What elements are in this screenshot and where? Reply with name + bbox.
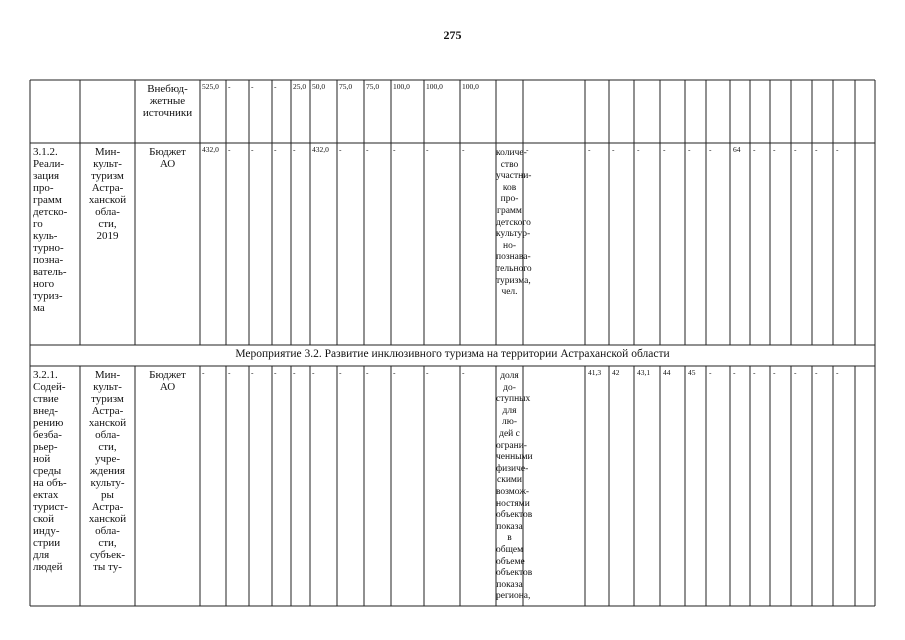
indicator-cell: количе- ство участни- ков про- грамм детского культур- но- познава- тельного туризма, чел. <box>496 148 532 298</box>
finance-value-cell: - <box>366 145 369 154</box>
finance-value-cell: 25,0 <box>293 82 307 91</box>
finance-value-cell: 100,0 <box>462 82 479 91</box>
responsible-cell: Мин- культ- туризм Астра- ханской обла- сти, учре- ждения культу- ры Астра- ханской обла- сти, субъек- ты ту- <box>88 369 127 573</box>
indicator-value-cell <box>609 81 634 95</box>
finance-value-cell: - <box>251 368 254 377</box>
indicator-value-cell <box>833 81 855 95</box>
finance-value-cell: - <box>393 368 396 377</box>
indicator-value-cell <box>875 81 878 95</box>
indicator-value-cell: - <box>663 145 666 154</box>
indicator-value-cell: - <box>709 368 712 377</box>
section-title: Мероприятие 3.2. Развитие инклюзивного туризма на территории Астраханской области <box>235 348 670 360</box>
finance-value-cell: 100,0 <box>393 82 410 91</box>
indicator-value-cell: 41,3 <box>588 368 602 377</box>
indicator-value-cell <box>706 81 730 95</box>
indicator-value-cell: - <box>637 145 640 154</box>
activity-name-cell <box>30 83 80 142</box>
indicator-cell <box>496 85 523 144</box>
finance-value-cell: - <box>312 368 315 377</box>
indicator-value-cell <box>855 367 875 381</box>
indicator-value-cell <box>730 81 750 95</box>
indicator-value-cell <box>523 81 585 95</box>
indicator-value-cell: - <box>733 368 736 377</box>
indicator-value-cell: - <box>588 145 591 154</box>
finance-value-cell: - <box>426 145 429 154</box>
finance-value-cell: - <box>228 145 231 154</box>
finance-value-cell: - <box>339 368 342 377</box>
indicator-value-cell: 42 <box>612 368 620 377</box>
indicator-value-cell: 44 <box>663 368 671 377</box>
indicator-value-cell: 64 <box>733 145 741 154</box>
finance-value-cell: - <box>251 82 254 91</box>
indicator-value-cell: 43,1 <box>637 368 651 377</box>
indicator-value-cell <box>855 144 875 158</box>
finance-value-cell: 432,0 <box>312 145 329 154</box>
activity-name-cell: 3.2.1. Содей- ствие внед- рению безба- рьер- ной среды на объ- ектах турист- ской инду- стрии для людей <box>33 369 68 573</box>
indicator-value-cell: 45 <box>688 368 696 377</box>
finance-value-cell: - <box>426 368 429 377</box>
indicator-value-cell: - <box>688 145 691 154</box>
finance-value-cell: - <box>293 368 296 377</box>
page-number: 275 <box>443 28 462 42</box>
indicator-value-cell: - <box>815 368 818 377</box>
indicator-value-cell <box>523 367 585 381</box>
indicator-value-cell <box>750 81 770 95</box>
finance-value-cell: - <box>228 368 231 377</box>
finance-value-cell: 432,0 <box>202 145 219 154</box>
finance-value-cell: - <box>228 82 231 91</box>
indicator-value-cell <box>660 81 685 95</box>
finance-value-cell: - <box>274 145 277 154</box>
finance-value-cell: 75,0 <box>366 82 380 91</box>
indicator-value-cell <box>812 81 833 95</box>
indicator-value-cell: - <box>753 368 756 377</box>
indicator-value-cell: - <box>753 145 756 154</box>
funding-source-cell: Внебюд- жетные источники <box>142 83 193 119</box>
finance-value-cell: - <box>366 368 369 377</box>
finance-value-cell: 100,0 <box>426 82 443 91</box>
indicator-value-cell: - <box>526 145 529 154</box>
finance-value-cell: - <box>274 368 277 377</box>
indicator-value-cell: - <box>836 368 839 377</box>
indicator-cell: доля до- ступных для лю- дей с ограни- ченными физиче- скими возмож- ностями объектов показа в общем объеме объектов показа региона, <box>496 371 533 602</box>
indicator-value-cell <box>791 81 812 95</box>
finance-value-cell: 50,0 <box>312 82 326 91</box>
finance-value-cell: - <box>293 145 296 154</box>
indicator-value-cell: - <box>815 145 818 154</box>
indicator-value-cell: - <box>612 145 615 154</box>
funding-source-cell: Бюджет АО <box>149 146 186 170</box>
finance-value-cell: 75,0 <box>339 82 353 91</box>
indicator-value-cell: - <box>709 145 712 154</box>
responsible-cell: Мин- культ- туризм Астра- ханской обла- сти, 2019 <box>88 146 127 242</box>
indicator-value-cell: - <box>773 145 776 154</box>
indicator-value-cell <box>634 81 660 95</box>
indicator-value-cell <box>875 367 878 381</box>
funding-source-cell: Бюджет АО <box>149 369 186 393</box>
indicator-value-cell: - <box>773 368 776 377</box>
indicator-value-cell: - <box>836 145 839 154</box>
indicator-value-cell <box>855 81 875 95</box>
finance-value-cell: - <box>462 145 465 154</box>
finance-value-cell: - <box>202 368 205 377</box>
indicator-value-cell <box>685 81 706 95</box>
indicator-value-cell <box>875 144 878 158</box>
finance-value-cell: - <box>339 145 342 154</box>
finance-value-cell: - <box>462 368 465 377</box>
activity-name-cell: 3.1.2. Реали- зация про- грамм детско- го куль- турно- позна- ватель- ного туриз- ма <box>33 146 68 314</box>
indicator-value-cell <box>770 81 791 95</box>
finance-value-cell: - <box>251 145 254 154</box>
indicator-value-cell: - <box>794 145 797 154</box>
indicator-value-cell <box>585 81 609 95</box>
finance-value-cell: - <box>274 82 277 91</box>
responsible-cell <box>80 83 135 142</box>
finance-value-cell: - <box>393 145 396 154</box>
indicator-value-cell: - <box>794 368 797 377</box>
finance-value-cell: 525,0 <box>202 82 219 91</box>
